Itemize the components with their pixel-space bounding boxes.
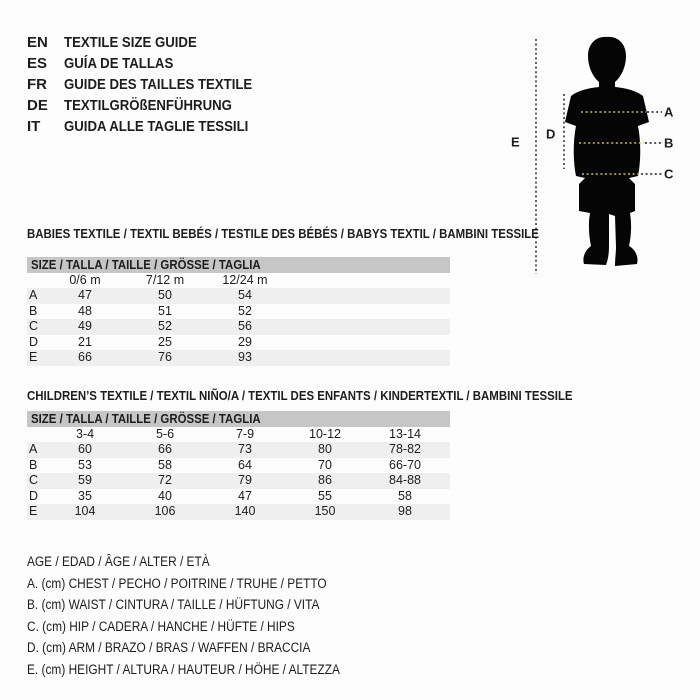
lang-code: EN [27,34,48,51]
legend-line-height [27,659,383,681]
table-cell: 72 [158,473,172,487]
table-cell: 58 [398,488,412,503]
table-row [27,458,450,474]
babies-col-header: 7/12 m [145,273,185,287]
lang-row-fr [27,74,278,95]
table-cell: 29 [238,334,252,349]
child-silhouette-icon [565,37,649,266]
table-cell: 78-82 [389,442,421,456]
table-cell: 64 [238,457,252,472]
legend-line-age [27,551,383,573]
row-label: B [29,457,38,472]
table-cell: 54 [238,288,252,302]
babies-col-header: 0/6 m [69,273,101,287]
table-cell: 48 [78,303,92,318]
table-cell: 52 [158,319,172,333]
lang-title: GUIDA ALLE TAGLIE TESSILI [64,118,249,135]
table-cell: 51 [158,303,172,318]
figure-label-c: C [664,166,674,182]
children-size-header-text: SIZE / TALLA / TAILLE / GRÖSSE / TAGLIA [31,411,261,426]
children-section-title-text: CHILDREN’S TEXTILE / TEXTIL NIÑO/A / TEXTIL DES ENFANTS / KINDERTEXTIL / BAMBINI TESSILE [27,388,573,403]
table-row [27,319,450,335]
table-cell: 50 [158,288,172,302]
babies-size-header-text: SIZE / TALLA / TAILLE / GRÖSSE / TAGLIA [31,257,261,272]
table-row [27,304,450,320]
legend-line-waist [27,594,383,616]
table-cell: 66-70 [389,457,421,472]
legend-text: C. (cm) HIP / CADERA / HANCHE / HÜFTE / HIPS [27,618,295,634]
legend-text: E. (cm) HEIGHT / ALTURA / HAUTEUR / HÖHE / ALTEZZA [27,661,340,677]
row-label: D [29,488,39,503]
babies-size-header-band [27,257,450,273]
legend-line-arm [27,637,383,659]
table-cell: 47 [238,488,252,503]
figure-label-b: B [664,135,674,151]
babies-section-title-text: BABIES TEXTILE / TEXTIL BEBÉS / TESTILE DES BÉBÉS / BABYS TEXTIL / BAMBINI TESSILE [27,226,539,241]
table-row [27,473,450,489]
table-cell: 150 [314,504,336,518]
table-cell: 76 [158,350,172,364]
table-cell: 80 [318,442,332,456]
table-cell: 53 [78,457,92,472]
lang-code: DE [27,97,48,114]
lang-title: TEXTILE SIZE GUIDE [64,34,197,51]
legend-line-chest [27,573,383,595]
table-cell: 58 [158,457,172,472]
table-cell: 52 [238,303,252,318]
figure-label-e: E [511,134,520,150]
table-cell: 66 [78,350,92,364]
figure-label-a: A [664,104,674,120]
children-col-header: 3-4 [75,427,95,441]
children-col-header: 5-6 [155,427,175,441]
table-row [27,504,450,520]
table-row [27,489,450,505]
table-cell: 47 [78,288,92,302]
table-cell: 60 [78,442,92,456]
table-cell: 73 [238,442,252,456]
children-size-table [27,388,573,520]
children-col-header: 13-14 [389,427,421,441]
legend-text: D. (cm) ARM / BRAZO / BRAS / WAFFEN / BRACCIA [27,640,311,655]
figure-label-d: D [546,126,556,142]
lang-title: GUIDE DES TAILLES TEXTILE [64,76,253,93]
lang-code: IT [27,118,41,135]
lang-row-es [27,53,278,74]
row-label: A [29,442,38,456]
table-cell: 93 [238,350,252,364]
lang-row-en [27,32,278,53]
table-cell: 35 [78,488,92,503]
row-label: C [29,473,39,487]
lang-code: ES [27,55,48,72]
table-row [27,442,450,458]
row-label: A [29,288,38,302]
row-label: E [29,504,38,518]
figure-canvas [505,30,690,282]
table-cell: 104 [74,504,96,518]
table-cell: 140 [234,504,256,518]
children-col-header: 7-9 [235,427,255,441]
table-cell: 84-88 [389,473,421,487]
legend-text: AGE / EDAD / ÂGE / ALTER / ETÀ [27,554,210,569]
children-size-header-band [27,411,450,427]
table-cell: 21 [78,334,92,349]
legend-line-hip [27,616,383,638]
babies-column-header-row [27,273,450,288]
measurement-legend [27,551,383,680]
table-cell: 40 [158,488,172,503]
spacer-cell [27,427,45,442]
table-cell: 59 [78,473,92,487]
babies-col-header: 12/24 m [222,273,268,287]
table-cell: 70 [318,457,332,472]
row-label: C [29,319,39,333]
language-title-list [27,32,278,137]
lang-title: TEXTILGRÖßENFÜHRUNG [64,97,232,114]
lang-row-de [27,95,278,116]
spacer-cell [27,273,45,288]
legend-text: A. (cm) CHEST / PECHO / POITRINE / TRUHE / PETTO [27,575,327,591]
table-cell: 98 [398,504,412,518]
babies-size-table [27,226,539,366]
babies-section-title [27,226,539,242]
table-cell: 86 [318,473,332,487]
lang-code: FR [27,76,47,93]
children-section-title [27,388,573,404]
table-row [27,335,450,351]
table-cell: 49 [78,319,92,333]
row-label: D [29,334,39,349]
table-cell: 55 [318,488,332,503]
table-cell: 66 [158,442,172,456]
children-col-header: 10-12 [309,427,341,441]
table-cell: 25 [158,334,172,349]
table-row [27,288,450,304]
measurement-figure [505,30,690,282]
row-label: B [29,303,38,318]
table-cell: 56 [238,319,252,333]
children-column-header-row [27,427,450,442]
lang-title: GUÍA DE TALLAS [64,55,174,72]
lang-row-it [27,116,278,137]
row-label: E [29,350,38,364]
legend-text: B. (cm) WAIST / CINTURA / TAILLE / HÜFTUNG / VITA [27,597,320,612]
table-cell: 106 [154,504,176,518]
table-cell: 79 [238,473,252,487]
table-row [27,350,450,366]
